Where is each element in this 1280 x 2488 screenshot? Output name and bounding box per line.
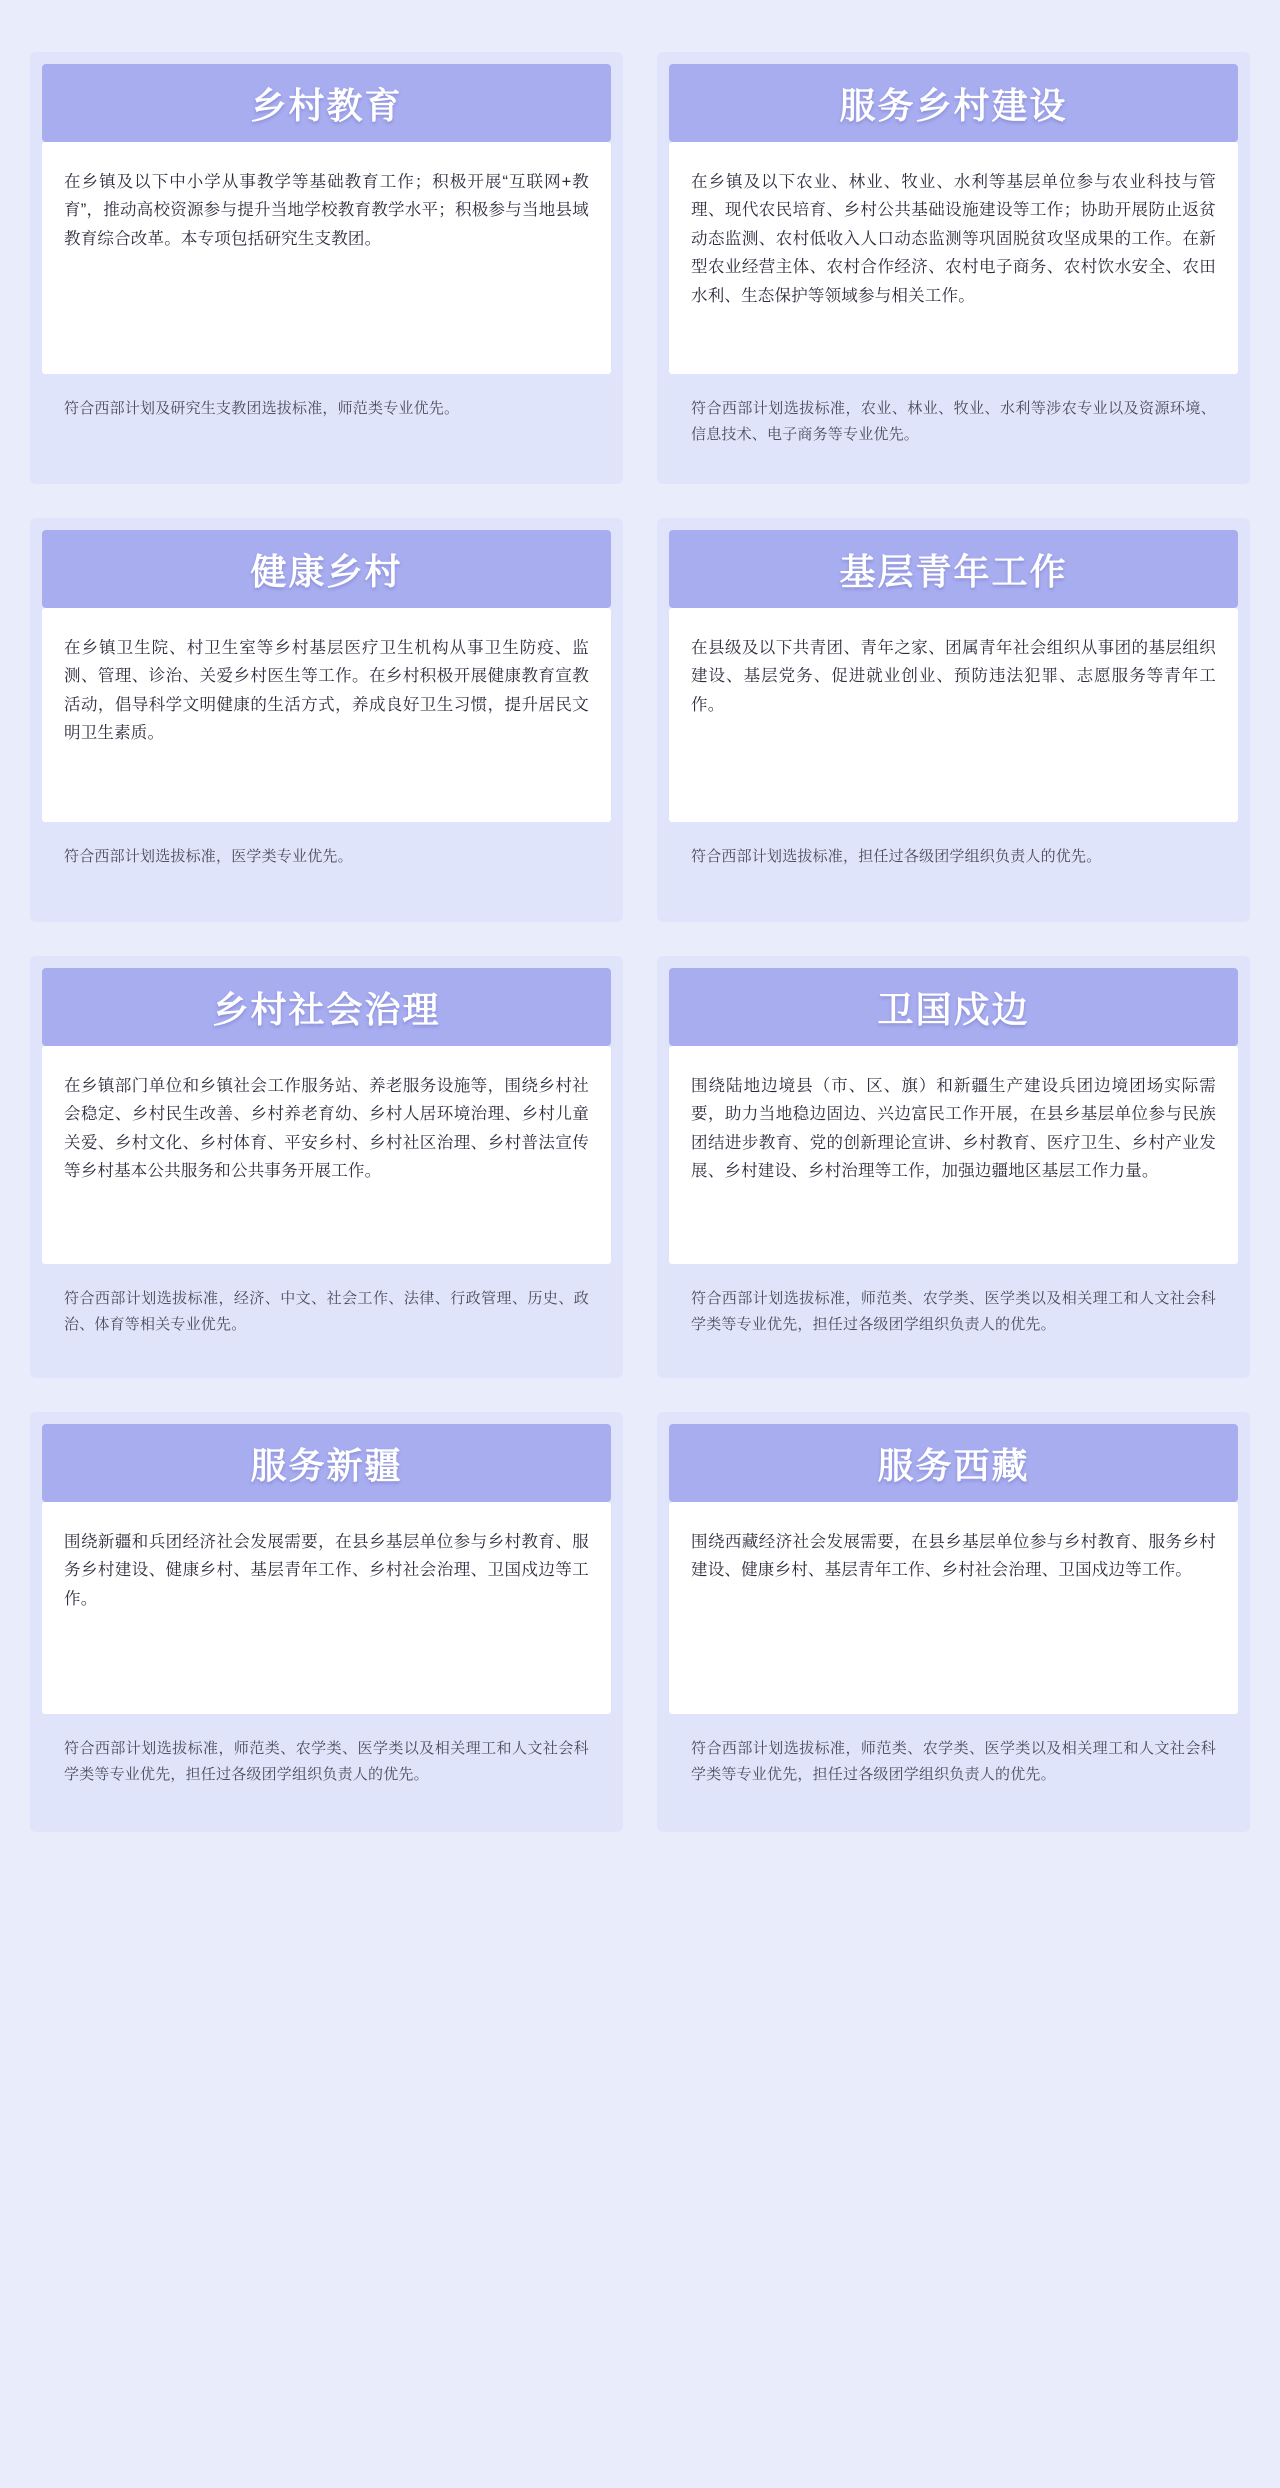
card-body bbox=[42, 142, 611, 374]
card-requirement: 符合西部计划选拔标准，师范类、农学类、医学类以及相关理工和人文社会科学类等专业优先，担任过各级团学组织负责人的优先。 bbox=[691, 1740, 1216, 1784]
card-footer bbox=[669, 1714, 1238, 1818]
card-requirement: 符合西部计划选拔标准，医学类专业优先。 bbox=[64, 848, 353, 865]
card-description: 在乡镇部门单位和乡镇社会工作服务站、养老服务设施等，围绕乡村社会稳定、乡村民生改善、乡村养老育幼、乡村人居环境治理、乡村儿童关爱、乡村文化、乡村体育、平安乡村、乡村社区治理、乡村普法宣传等乡村基本公共服务和公共事务开展工作。 bbox=[64, 1077, 589, 1181]
card-header bbox=[669, 64, 1238, 142]
card-description: 围绕新疆和兵团经济社会发展需要，在县乡基层单位参与乡村教育、服务乡村建设、健康乡村、基层青年工作、乡村社会治理、卫国戍边等工作。 bbox=[64, 1533, 589, 1608]
card-footer bbox=[42, 1264, 611, 1364]
card-header bbox=[42, 64, 611, 142]
card-footer bbox=[42, 374, 611, 470]
card-requirement: 符合西部计划选拔标准，师范类、农学类、医学类以及相关理工和人文社会科学类等专业优先，担任过各级团学组织负责人的优先。 bbox=[64, 1740, 589, 1784]
card-requirement: 符合西部计划及研究生支教团选拔标准，师范类专业优先。 bbox=[64, 400, 460, 417]
card-requirement: 符合西部计划选拔标准，农业、林业、牧业、水利等涉农专业以及资源环境、信息技术、电子商务等专业优先。 bbox=[691, 400, 1216, 444]
card-title: 服务西藏 bbox=[877, 1444, 1030, 1486]
card-header bbox=[669, 1424, 1238, 1502]
card-description: 围绕西藏经济社会发展需要，在县乡基层单位参与乡村教育、服务乡村建设、健康乡村、基层青年工作、乡村社会治理、卫国戍边等工作。 bbox=[691, 1533, 1216, 1580]
card-title: 服务乡村建设 bbox=[839, 84, 1068, 126]
program-card-grid bbox=[30, 52, 1250, 1832]
card-requirement: 符合西部计划选拔标准，担任过各级团学组织负责人的优先。 bbox=[691, 848, 1102, 865]
card-body bbox=[42, 1046, 611, 1264]
card-description: 在县级及以下共青团、青年之家、团属青年社会组织从事团的基层组织建设、基层党务、促进就业创业、预防违法犯罪、志愿服务等青年工作。 bbox=[691, 639, 1216, 714]
card-title: 服务新疆 bbox=[250, 1444, 403, 1486]
card-footer bbox=[669, 1264, 1238, 1364]
card-footer bbox=[42, 822, 611, 908]
card-title: 基层青年工作 bbox=[839, 550, 1068, 592]
program-card-grassroots-youth-work bbox=[657, 518, 1250, 922]
card-body bbox=[42, 1502, 611, 1714]
card-body bbox=[669, 142, 1238, 374]
card-title: 乡村社会治理 bbox=[212, 988, 441, 1030]
card-requirement: 符合西部计划选拔标准，师范类、农学类、医学类以及相关理工和人文社会科学类等专业优先，担任过各级团学组织负责人的优先。 bbox=[691, 1290, 1216, 1334]
card-body bbox=[669, 1046, 1238, 1264]
program-card-rural-construction bbox=[657, 52, 1250, 484]
program-card-serve-tibet bbox=[657, 1412, 1250, 1832]
card-title: 乡村教育 bbox=[250, 84, 403, 126]
card-requirement: 符合西部计划选拔标准，经济、中文、社会工作、法律、行政管理、历史、政治、体育等相关专业优先。 bbox=[64, 1290, 589, 1334]
card-title: 健康乡村 bbox=[250, 550, 403, 592]
card-body bbox=[669, 1502, 1238, 1714]
card-description: 在乡镇及以下中小学从事教学等基础教育工作；积极开展“互联网+教育”，推动高校资源参与提升当地学校教育教学水平；积极参与当地县域教育综合改革。本专项包括研究生支教团。 bbox=[64, 173, 589, 248]
card-description: 围绕陆地边境县（市、区、旗）和新疆生产建设兵团边境团场实际需要，助力当地稳边固边、兴边富民工作开展，在县乡基层单位参与民族团结进步教育、党的创新理论宣讲、乡村教育、医疗卫生、乡村产业发展、乡村建设、乡村治理等工作，加强边疆地区基层工作力量。 bbox=[691, 1077, 1216, 1181]
program-card-rural-education bbox=[30, 52, 623, 484]
card-header bbox=[42, 530, 611, 608]
card-header bbox=[669, 530, 1238, 608]
card-header bbox=[669, 968, 1238, 1046]
program-card-serve-xinjiang bbox=[30, 1412, 623, 1832]
program-card-healthy-countryside bbox=[30, 518, 623, 922]
program-card-rural-social-governance bbox=[30, 956, 623, 1378]
card-title: 卫国戍边 bbox=[877, 988, 1030, 1030]
card-footer bbox=[669, 374, 1238, 470]
card-description: 在乡镇及以下农业、林业、牧业、水利等基层单位参与农业科技与管理、现代农民培育、乡村公共基础设施建设等工作；协助开展防止返贫动态监测、农村低收入人口动态监测等巩固脱贫攻坚成果的工作。在新型农业经营主体、农村合作经济、农村电子商务、农村饮水安全、农田水利、生态保护等领域参与相关工作。 bbox=[691, 173, 1216, 305]
card-footer bbox=[42, 1714, 611, 1818]
program-card-border-defense bbox=[657, 956, 1250, 1378]
card-body bbox=[669, 608, 1238, 822]
card-footer bbox=[669, 822, 1238, 908]
card-header bbox=[42, 968, 611, 1046]
card-description: 在乡镇卫生院、村卫生室等乡村基层医疗卫生机构从事卫生防疫、监测、管理、诊治、关爱乡村医生等工作。在乡村积极开展健康教育宣教活动，倡导科学文明健康的生活方式，养成良好卫生习惯，提升居民文明卫生素质。 bbox=[64, 639, 589, 743]
card-body bbox=[42, 608, 611, 822]
card-header bbox=[42, 1424, 611, 1502]
